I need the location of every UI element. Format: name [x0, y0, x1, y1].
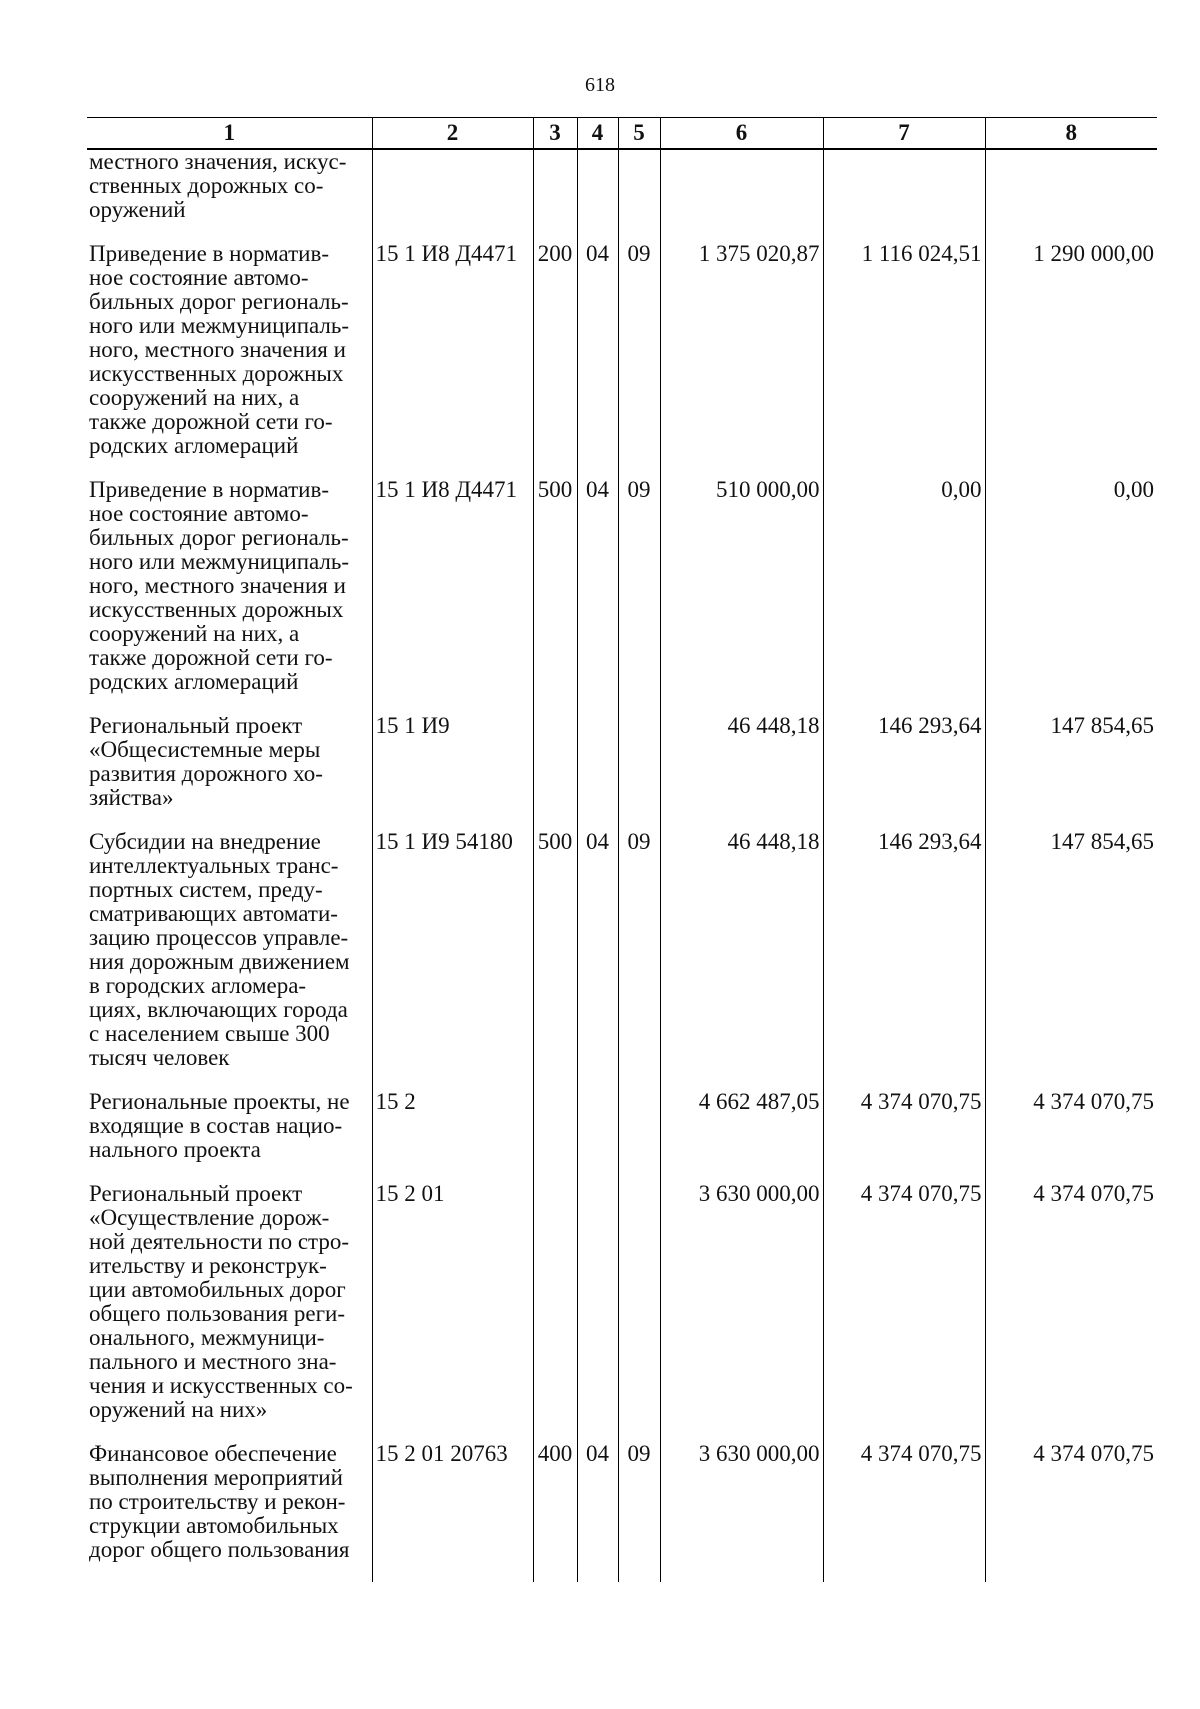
- table-row: [87, 714, 1157, 810]
- spacer-cell: [985, 1162, 1157, 1182]
- spacer-cell: [823, 458, 985, 478]
- row-spacer: [87, 1562, 1157, 1582]
- header-row: [87, 118, 1157, 150]
- item-name-line: оружений на них»: [89, 1397, 268, 1422]
- header-col-4: 4: [577, 118, 618, 150]
- item-name-cell: [87, 1090, 372, 1162]
- header-col-1: 1: [87, 118, 372, 150]
- code-cell: 15 1 И8 Д4471: [372, 478, 533, 694]
- item-name-line: тысяч человек: [89, 1045, 230, 1070]
- row-spacer: [87, 458, 1157, 478]
- expense-type-cell: [533, 1090, 577, 1162]
- spacer-cell: [372, 694, 533, 714]
- spacer-cell: [823, 1562, 985, 1582]
- item-name-line: зацию процессов управле-: [89, 925, 349, 950]
- spacer-cell: [87, 458, 372, 478]
- item-name-line: Приведение в норматив-: [89, 241, 329, 266]
- spacer-cell: [660, 1562, 823, 1582]
- spacer-cell: [533, 1562, 577, 1582]
- item-name-line: также дорожной сети го-: [89, 645, 333, 670]
- item-name-line: зяйства»: [89, 785, 174, 810]
- item-name-cell: [87, 1182, 372, 1422]
- spacer-cell: [533, 1162, 577, 1182]
- spacer-cell: [985, 222, 1157, 242]
- spacer-cell: [660, 810, 823, 830]
- spacer-cell: [985, 1070, 1157, 1090]
- spacer-cell: [985, 458, 1157, 478]
- amount-cell-3: [985, 149, 1157, 222]
- spacer-cell: [577, 810, 618, 830]
- item-name-line: по строительству и рекон-: [89, 1489, 346, 1514]
- expense-type-cell: [533, 714, 577, 810]
- item-name-cell: [87, 1442, 372, 1562]
- spacer-cell: [372, 458, 533, 478]
- spacer-cell: [823, 222, 985, 242]
- item-name-line: ное состояние автомо-: [89, 501, 309, 526]
- spacer-cell: [823, 810, 985, 830]
- item-name-line: местного значения, искус-: [89, 149, 347, 174]
- header-col-2: 2: [372, 118, 533, 150]
- code-cell: 15 1 И8 Д4471: [372, 242, 533, 458]
- item-name-line: ственных дорожных со-: [89, 173, 324, 198]
- subsection-cell: 09: [618, 478, 660, 694]
- spacer-cell: [660, 694, 823, 714]
- row-spacer: [87, 1070, 1157, 1090]
- budget-table: [87, 117, 1157, 1582]
- code-cell: [372, 149, 533, 222]
- table-row: [87, 830, 1157, 1070]
- item-name-line: ной деятельности по стро-: [89, 1229, 350, 1254]
- spacer-cell: [618, 1070, 660, 1090]
- spacer-cell: [372, 810, 533, 830]
- spacer-cell: [533, 810, 577, 830]
- spacer-cell: [618, 1562, 660, 1582]
- spacer-cell: [618, 458, 660, 478]
- subsection-cell: 09: [618, 242, 660, 458]
- item-name-line: ции автомобильных дорог: [89, 1277, 346, 1302]
- spacer-cell: [87, 694, 372, 714]
- item-name-line: онального, межмуници-: [89, 1325, 325, 1350]
- subsection-cell: [618, 714, 660, 810]
- amount-cell-3: 0,00: [985, 478, 1157, 694]
- item-name-line: ного или межмуниципаль-: [89, 313, 350, 338]
- item-name-line: пального и местного зна-: [89, 1349, 337, 1374]
- amount-cell-3: 4 374 070,75: [985, 1090, 1157, 1162]
- section-cell: [577, 149, 618, 222]
- header-col-6: 6: [660, 118, 823, 150]
- spacer-cell: [985, 694, 1157, 714]
- item-name-line: ния дорожным движением: [89, 949, 350, 974]
- spacer-cell: [618, 222, 660, 242]
- spacer-cell: [372, 1070, 533, 1090]
- item-name-line: интеллектуальных транс-: [89, 853, 339, 878]
- spacer-cell: [660, 1162, 823, 1182]
- amount-cell-3: 4 374 070,75: [985, 1442, 1157, 1562]
- spacer-cell: [823, 1422, 985, 1442]
- amount-cell-2: 146 293,64: [823, 714, 985, 810]
- table-row: [87, 149, 1157, 222]
- item-name-line: в городских агломера-: [89, 973, 307, 998]
- item-name-line: бильных дорог региональ-: [89, 525, 349, 550]
- spacer-cell: [533, 458, 577, 478]
- item-name-line: дорог общего пользования: [89, 1537, 350, 1562]
- expense-type-cell: [533, 1182, 577, 1422]
- item-name-line: Региональные проекты, не: [89, 1089, 350, 1114]
- subsection-cell: [618, 1182, 660, 1422]
- item-name-line: также дорожной сети го-: [89, 409, 333, 434]
- spacer-cell: [577, 1070, 618, 1090]
- amount-cell-3: 147 854,65: [985, 830, 1157, 1070]
- amount-cell-1: 46 448,18: [660, 830, 823, 1070]
- spacer-cell: [577, 222, 618, 242]
- item-name-line: Субсидии на внедрение: [89, 829, 321, 854]
- spacer-cell: [87, 1562, 372, 1582]
- item-name-cell: [87, 830, 372, 1070]
- subsection-cell: [618, 1090, 660, 1162]
- item-name-line: общего пользования реги-: [89, 1301, 345, 1326]
- spacer-cell: [618, 694, 660, 714]
- section-cell: 04: [577, 830, 618, 1070]
- table-row: [87, 478, 1157, 694]
- spacer-cell: [660, 458, 823, 478]
- item-name-line: искусственных дорожных: [89, 597, 344, 622]
- subsection-cell: [618, 149, 660, 222]
- amount-cell-3: 147 854,65: [985, 714, 1157, 810]
- item-name-line: входящие в состав нацио-: [89, 1113, 343, 1138]
- spacer-cell: [660, 1422, 823, 1442]
- amount-cell-2: [823, 149, 985, 222]
- spacer-cell: [618, 1162, 660, 1182]
- spacer-cell: [87, 1422, 372, 1442]
- spacer-cell: [985, 1562, 1157, 1582]
- amount-cell-1: 3 630 000,00: [660, 1182, 823, 1422]
- item-name-line: оружений: [89, 197, 186, 222]
- header-col-8: 8: [985, 118, 1157, 150]
- spacer-cell: [985, 810, 1157, 830]
- spacer-cell: [533, 1422, 577, 1442]
- amount-cell-1: 46 448,18: [660, 714, 823, 810]
- spacer-cell: [533, 1070, 577, 1090]
- header-col-7: 7: [823, 118, 985, 150]
- amount-cell-2: 1 116 024,51: [823, 242, 985, 458]
- spacer-cell: [533, 694, 577, 714]
- amount-cell-2: 4 374 070,75: [823, 1090, 985, 1162]
- item-name-line: портных систем, преду-: [89, 877, 323, 902]
- spacer-cell: [985, 1422, 1157, 1442]
- spacer-cell: [372, 222, 533, 242]
- row-spacer: [87, 810, 1157, 830]
- item-name-cell: [87, 714, 372, 810]
- subsection-cell: 09: [618, 1442, 660, 1562]
- section-cell: 04: [577, 478, 618, 694]
- expense-type-cell: [533, 149, 577, 222]
- spacer-cell: [660, 222, 823, 242]
- amount-cell-3: 4 374 070,75: [985, 1182, 1157, 1422]
- item-name-line: ного, местного значения и: [89, 337, 346, 362]
- item-name-line: сматривающих автомати-: [89, 901, 338, 926]
- row-spacer: [87, 222, 1157, 242]
- item-name-cell: [87, 242, 372, 458]
- section-cell: [577, 714, 618, 810]
- item-name-line: родских агломераций: [89, 433, 299, 458]
- expense-type-cell: 400: [533, 1442, 577, 1562]
- row-spacer: [87, 1162, 1157, 1182]
- code-cell: 15 2: [372, 1090, 533, 1162]
- item-name-line: сооружений на них, а: [89, 621, 300, 646]
- amount-cell-2: 146 293,64: [823, 830, 985, 1070]
- row-spacer: [87, 694, 1157, 714]
- subsection-cell: 09: [618, 830, 660, 1070]
- spacer-cell: [87, 810, 372, 830]
- spacer-cell: [87, 222, 372, 242]
- amount-cell-1: 4 662 487,05: [660, 1090, 823, 1162]
- code-cell: 15 1 И9 54180: [372, 830, 533, 1070]
- item-name-line: ного или межмуниципаль-: [89, 549, 350, 574]
- amount-cell-3: 1 290 000,00: [985, 242, 1157, 458]
- code-cell: 15 2 01: [372, 1182, 533, 1422]
- amount-cell-1: 510 000,00: [660, 478, 823, 694]
- spacer-cell: [372, 1422, 533, 1442]
- item-name-line: сооружений на них, а: [89, 385, 300, 410]
- expense-type-cell: 500: [533, 830, 577, 1070]
- spacer-cell: [618, 810, 660, 830]
- item-name-line: выполнения мероприятий: [89, 1465, 343, 1490]
- item-name-line: ного, местного значения и: [89, 573, 346, 598]
- expense-type-cell: 200: [533, 242, 577, 458]
- amount-cell-1: [660, 149, 823, 222]
- table-row: [87, 1090, 1157, 1162]
- item-name-line: нального проекта: [89, 1137, 261, 1162]
- spacer-cell: [823, 1070, 985, 1090]
- item-name-line: Региональный проект: [89, 1181, 303, 1206]
- code-cell: 15 2 01 20763: [372, 1442, 533, 1562]
- row-spacer: [87, 1422, 1157, 1442]
- header-col-5: 5: [618, 118, 660, 150]
- item-name-cell: [87, 149, 372, 222]
- spacer-cell: [618, 1422, 660, 1442]
- spacer-cell: [87, 1162, 372, 1182]
- item-name-cell: [87, 478, 372, 694]
- spacer-cell: [577, 694, 618, 714]
- item-name-line: «Осуществление дорож-: [89, 1205, 330, 1230]
- item-name-line: Региональный проект: [89, 713, 303, 738]
- table-row: [87, 242, 1157, 458]
- expense-type-cell: 500: [533, 478, 577, 694]
- item-name-line: Финансовое обеспечение: [89, 1441, 337, 1466]
- table-header: [87, 118, 1157, 150]
- section-cell: 04: [577, 242, 618, 458]
- item-name-line: струкции автомобильных: [89, 1513, 339, 1538]
- spacer-cell: [577, 458, 618, 478]
- page-number: 618: [585, 74, 615, 96]
- spacer-cell: [823, 694, 985, 714]
- item-name-line: бильных дорог региональ-: [89, 289, 349, 314]
- amount-cell-2: 4 374 070,75: [823, 1442, 985, 1562]
- section-cell: [577, 1182, 618, 1422]
- code-cell: 15 1 И9: [372, 714, 533, 810]
- spacer-cell: [372, 1162, 533, 1182]
- amount-cell-2: 0,00: [823, 478, 985, 694]
- spacer-cell: [533, 222, 577, 242]
- item-name-line: чения и искусственных со-: [89, 1373, 353, 1398]
- item-name-line: родских агломераций: [89, 669, 299, 694]
- table-row: [87, 1442, 1157, 1562]
- spacer-cell: [577, 1562, 618, 1582]
- header-col-3: 3: [533, 118, 577, 150]
- spacer-cell: [823, 1162, 985, 1182]
- item-name-line: ительству и реконструк-: [89, 1253, 327, 1278]
- spacer-cell: [660, 1070, 823, 1090]
- item-name-line: «Общесистемные меры: [89, 737, 321, 762]
- amount-cell-1: 3 630 000,00: [660, 1442, 823, 1562]
- table-row: [87, 1182, 1157, 1422]
- amount-cell-2: 4 374 070,75: [823, 1182, 985, 1422]
- amount-cell-1: 1 375 020,87: [660, 242, 823, 458]
- table-body: [87, 149, 1157, 1582]
- item-name-line: Приведение в норматив-: [89, 477, 329, 502]
- section-cell: [577, 1090, 618, 1162]
- section-cell: 04: [577, 1442, 618, 1562]
- spacer-cell: [87, 1070, 372, 1090]
- item-name-line: циях, включающих города: [89, 997, 348, 1022]
- item-name-line: с населением свыше 300: [89, 1021, 330, 1046]
- spacer-cell: [577, 1422, 618, 1442]
- spacer-cell: [577, 1162, 618, 1182]
- item-name-line: искусственных дорожных: [89, 361, 344, 386]
- spacer-cell: [372, 1562, 533, 1582]
- item-name-line: ное состояние автомо-: [89, 265, 309, 290]
- item-name-line: развития дорожного хо-: [89, 761, 323, 786]
